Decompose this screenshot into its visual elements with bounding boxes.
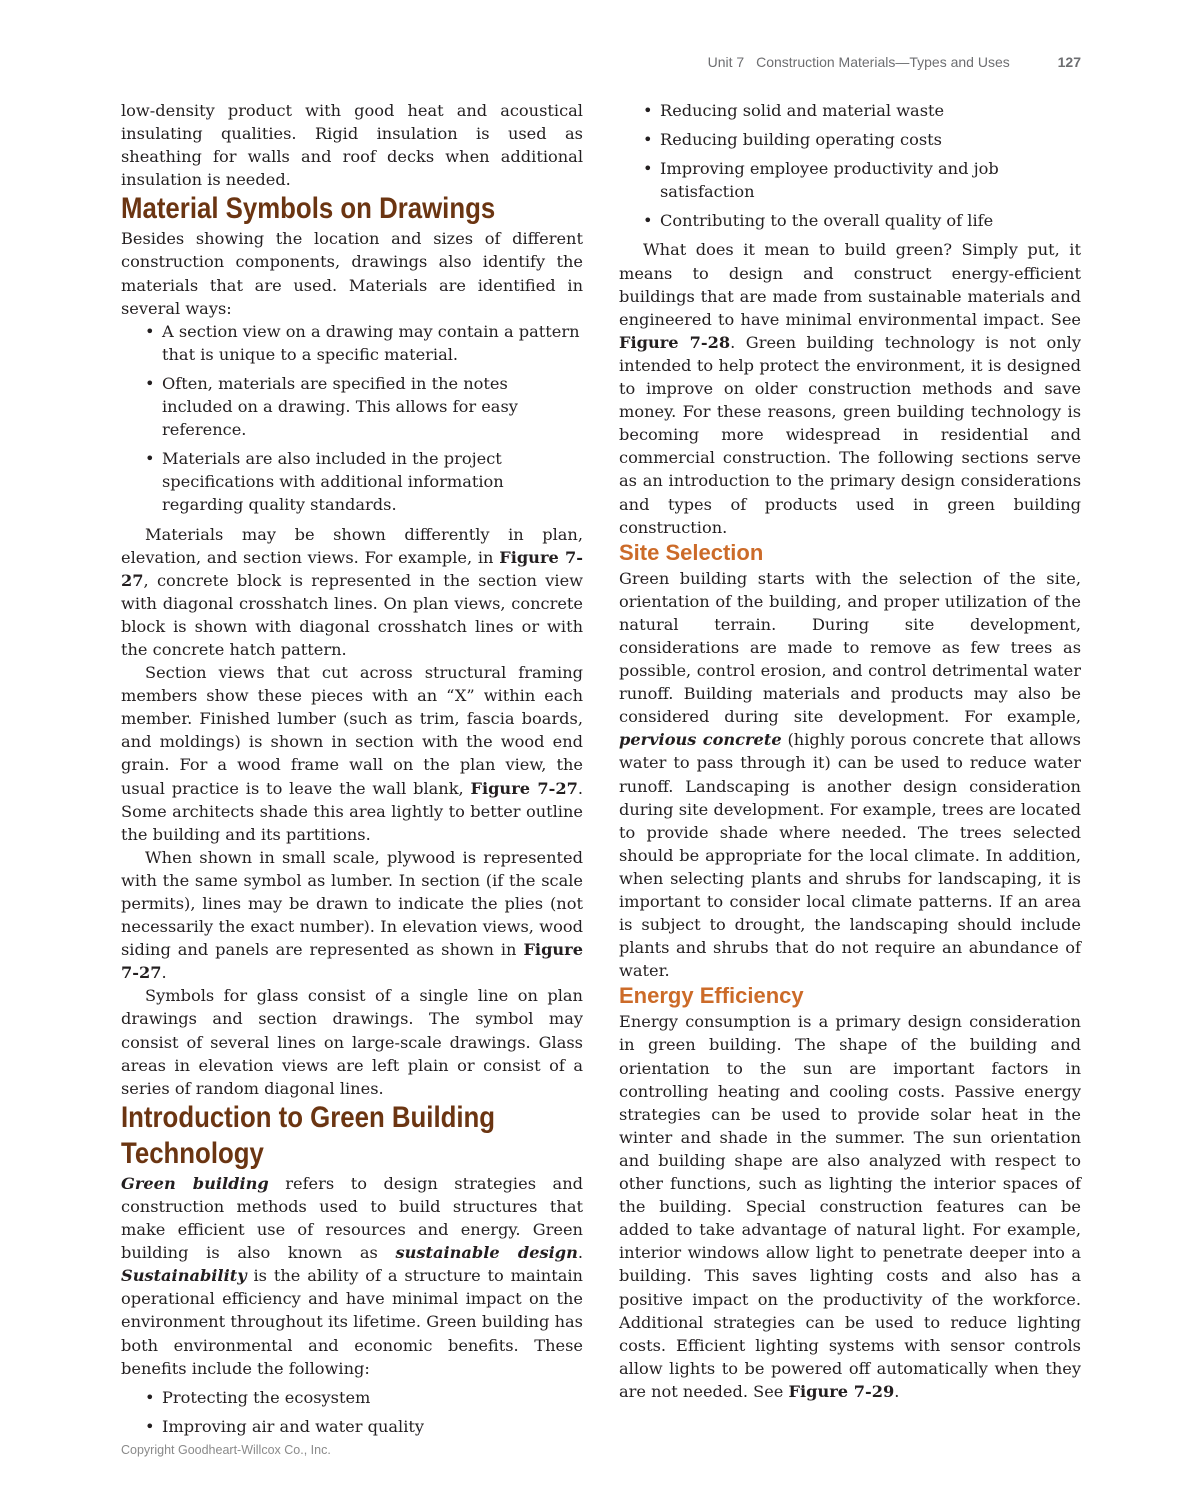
page-number: 127 — [1057, 54, 1081, 70]
subsection-heading-energy-efficiency: Energy Efficiency — [619, 983, 804, 1009]
figure-reference[interactable]: Figure 7-27 — [470, 778, 578, 798]
text: . — [894, 1381, 900, 1401]
unit-label: Unit 7 — [707, 54, 745, 70]
text: Green building starts with the selection of the site, orientation of the building, and proper utilization of the natural terrain. During site development, considerations are made to remove as few trees as possible, control erosion, and control detrimental water runoff. Building materials and products may also be considered during site development. For example, — [619, 568, 1081, 727]
copyright-footer: Copyright Goodheart-Willcox Co., Inc. — [121, 1443, 331, 1457]
paragraph: Symbols for glass consist of a single line on plan drawings and section drawings. The symbol may consist of several lines on large-scale drawings. Glass areas in elevation views are left plain or consist of a series of random diagonal lines. — [121, 986, 583, 1098]
left-column — [121, 99, 583, 1444]
list-item: • Often, materials are specified in the notes included on a drawing. This allows for easy reference. — [145, 372, 583, 441]
right-column — [619, 99, 1081, 1403]
chapter-title: Construction Materials—Types and Uses — [756, 54, 1010, 70]
list-item: • Reducing solid and material waste — [643, 99, 1081, 122]
text: Energy consumption is a primary design consideration in green building. The shape of the building and orientation to the sun are important factors in controlling heating and cooling costs. Passive energy strategies can be used to provide solar heat in the winter and shade in the summer. The sun orientation and building shape are also analyzed with respect to other functions, such as lighting the interior spaces of the building. Special construction features can be added to take advantage of natural light. For example, interior windows allow light to penetrate deeper into a building. This saves lighting costs and also has a positive impact on the productivity of the workforce. Additional strategies can be used to reduce lighting costs. Efficient lighting systems with sensor controls allow lights to be powered off automatically when they are not needed. See — [619, 1012, 1081, 1401]
continued-paragraph: low-density product with good heat and acoustical insulating qualities. Rigid insulation is used as sheathing for walls and roof decks when additional insulation is needed. — [121, 101, 583, 190]
bullet-list — [121, 1386, 583, 1438]
paragraph — [619, 1010, 1081, 1403]
figure-reference[interactable]: Figure 7-27 — [121, 547, 583, 590]
text: Section views that cut across structural framing members show these pieces with an “X” within each member. Finished lumber (such as trim, fascia boards, and moldings) is shown in section with the wood end grain. For a wood frame wall on the plan view, the usual practice is to leave the wall blank, — [121, 663, 583, 798]
list-item: • Protecting the ecosystem — [145, 1386, 583, 1409]
heading-line: Technology — [121, 1136, 264, 1170]
figure-reference[interactable]: Figure 7-27 — [121, 940, 583, 983]
list-item: • Materials are also included in the project specifications with additional information regarding quality standards. — [145, 447, 583, 516]
text: refers to design strategies and construction methods used to build structures that make efficient use of resources and energy. Green building is also known as — [121, 1173, 583, 1263]
list-item: • Reducing building operating costs — [643, 128, 1081, 151]
list-item: • Contributing to the overall quality of life — [643, 209, 1081, 232]
paragraph — [121, 523, 583, 662]
text: (highly porous concrete that allows water to pass through it) can be used to reduce water runoff. Landscaping is another design consideration during site development. For example, trees are located to provide shade where needed. The trees selected should be appropriate for the local climate. In addition, when selecting plants and shrubs for landscaping, it is important to consider local climate patterns. If an area is subject to drought, the landscaping should include plants and shrubs that do not require an abundance of water. — [619, 730, 1081, 981]
text: , concrete block is represented in the section view with diagonal crosshatch lines. On plan views, concrete block is shown with diagonal crosshatch lines or with the concrete hatch pattern. — [121, 570, 583, 659]
paragraph — [619, 567, 1081, 983]
section-heading-green-building — [121, 1100, 518, 1172]
text: Materials may be shown differently in plan, elevation, and section views. For example, in — [121, 524, 583, 567]
key-term: Green building — [121, 1173, 269, 1193]
subsection-heading-site-selection: Site Selection — [619, 539, 764, 565]
list-item: • Improving air and water quality — [145, 1415, 583, 1438]
section-heading-material-symbols: Material Symbols on Drawings — [121, 192, 496, 226]
paragraph — [619, 238, 1081, 538]
text: . — [161, 963, 167, 983]
bullet-list — [121, 320, 583, 517]
list-item: • Improving employee productivity and job satisfaction — [643, 157, 1081, 203]
list-item: • A section view on a drawing may contain a pattern that is unique to a specific material. — [145, 320, 583, 366]
key-term: Sustainability — [121, 1266, 247, 1286]
running-header — [0, 54, 1081, 70]
key-term: sustainable design — [395, 1243, 578, 1263]
paragraph: Besides showing the location and sizes of different construction components, drawings also identify the materials that are used. Materials are identified in several ways: — [121, 229, 583, 318]
text: . Green building technology is not only intended to help protect the environment, it is designed to improve on older construction methods and save money. For these reasons, green building technology is becoming more widespread in residential and commercial construction. The following sections serve as an introduction to the primary design considerations and types of products used in green building construction. — [619, 332, 1081, 537]
key-term: pervious concrete — [619, 730, 782, 750]
paragraph — [121, 661, 583, 846]
text: What does it mean to build green? Simply put, it means to design and construct energy-efficient buildings that are made from sustainable materials and engineered to have minimal environmental impact. See — [619, 240, 1081, 329]
bullet-list — [619, 99, 1081, 232]
figure-reference[interactable]: Figure 7-28 — [619, 332, 731, 352]
text: . — [577, 1243, 583, 1263]
paragraph — [121, 846, 583, 985]
text: When shown in small scale, plywood is represented with the same symbol as lumber. In section (if the scale permits), lines may be drawn to indicate the plies (not necessarily the exact number). In elevation views, wood siding and panels are represented as shown in — [121, 847, 583, 960]
text: is the ability of a structure to maintain operational efficiency and have minimal impact on the environment throughout its lifetime. Green building has both environmental and economic benefits. These benefits include the following: — [121, 1266, 583, 1378]
heading-line: Introduction to Green Building — [121, 1100, 496, 1134]
text: . Some architects shade this area lightly to better outline the building and its partitions. — [121, 778, 583, 844]
paragraph — [121, 1172, 583, 1380]
figure-reference[interactable]: Figure 7-29 — [788, 1381, 895, 1401]
